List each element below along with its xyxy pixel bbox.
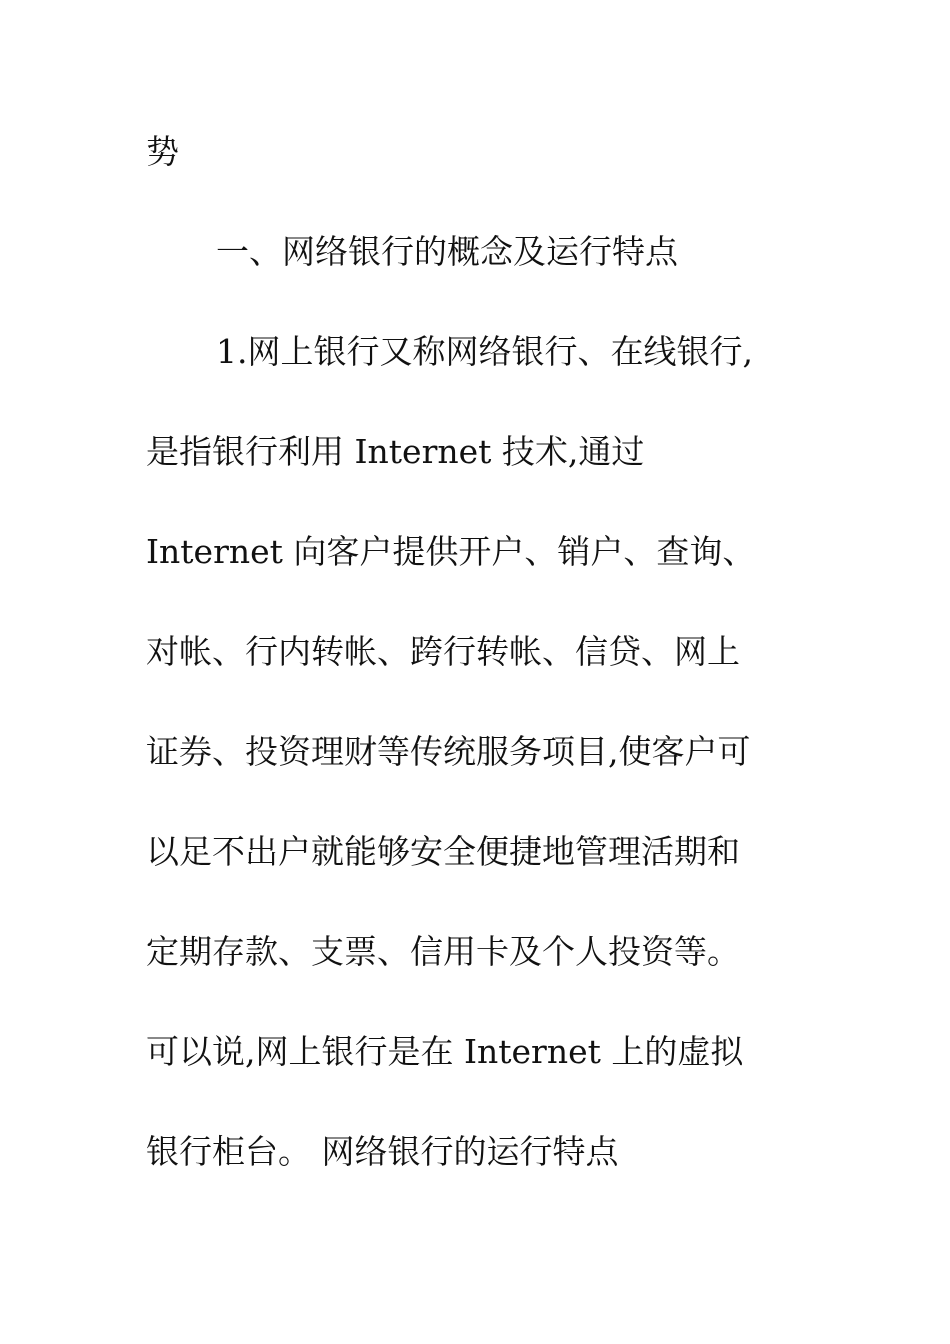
text-line-5: Internet 向客户提供开户、销户、查询、 — [146, 532, 756, 571]
text-line-4: 是指银行利用 Internet 技术,通过 — [146, 432, 645, 471]
text-line-1: 势 — [146, 132, 179, 171]
text-line-3: 1.网上银行又称网络银行、在线银行, — [216, 332, 753, 371]
text-line-10: 可以说,网上银行是在 Internet 上的虚拟 — [146, 1032, 744, 1071]
text-line-9: 定期存款、支票、信用卡及个人投资等。 — [146, 932, 740, 971]
text-line-8: 以足不出户就能够安全便捷地管理活期和 — [146, 832, 740, 871]
section-heading: 一、网络银行的概念及运行特点 — [216, 232, 678, 271]
text-line-11: 银行柜台。 网络银行的运行特点 — [146, 1132, 619, 1171]
text-line-7: 证券、投资理财等传统服务项目,使客户可 — [146, 732, 751, 771]
text-line-6: 对帐、行内转帐、跨行转帐、信贷、网上 — [146, 632, 740, 671]
